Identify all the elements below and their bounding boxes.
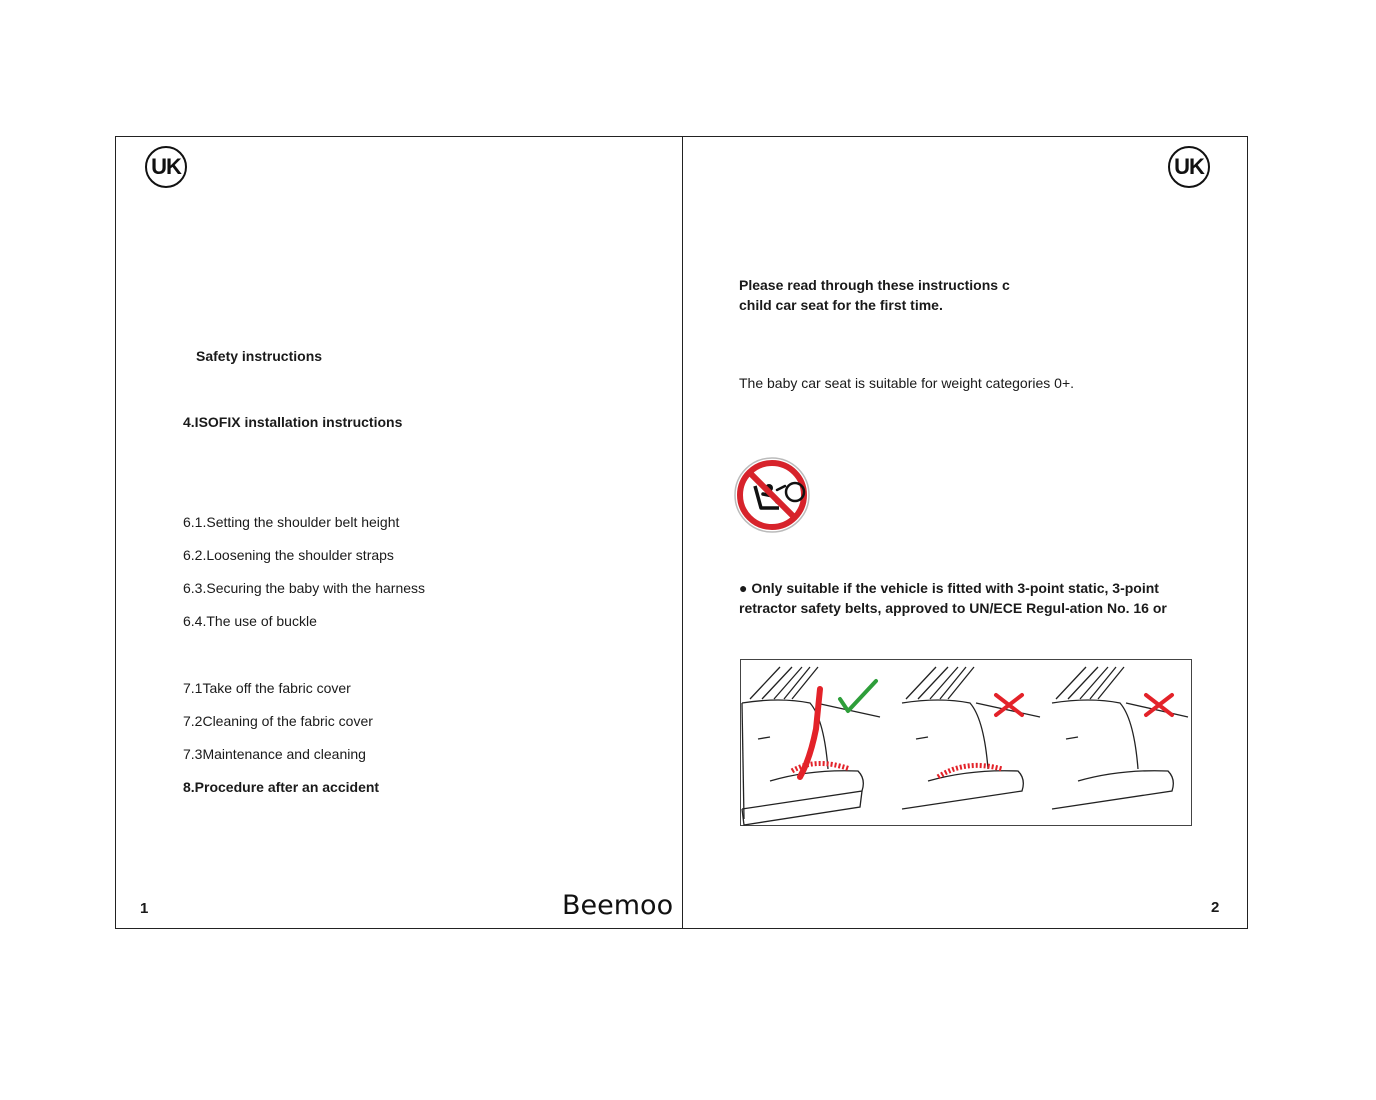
toc-7-1: 7.1Take off the fabric cover xyxy=(183,680,351,696)
seat-wrong-1 xyxy=(902,667,1040,809)
toc-8: 8.Procedure after an accident xyxy=(183,779,380,795)
brand-logo: Beemoo xyxy=(562,890,674,921)
page-number-right: 2 xyxy=(1211,899,1220,916)
belt-notice-line1: ● Only suitable if the vehicle is fitted with 3-point static, 3-point xyxy=(739,580,1159,596)
seat-wrong-2 xyxy=(1052,667,1188,809)
belt-notice xyxy=(739,578,1167,618)
toc-isofix: 4.ISOFIX installation instructions xyxy=(183,414,403,430)
cross-icon xyxy=(996,695,1022,715)
belt-illustration xyxy=(740,659,1192,826)
read-notice-line1: Please read through these instructions c xyxy=(739,277,1010,293)
no-airbag-icon xyxy=(733,456,811,534)
toc-6-4: 6.4.The use of buckle xyxy=(183,613,317,629)
uk-badge-right: UK xyxy=(1168,146,1210,188)
suitability-text: The baby car seat is suitable for weight categories 0+. xyxy=(739,375,1075,391)
toc-6-1: 6.1.Setting the shoulder belt height xyxy=(183,514,400,530)
read-notice-line2: child car seat for the first time. xyxy=(739,297,943,313)
page-divider xyxy=(682,136,683,929)
cross-icon xyxy=(1146,695,1172,715)
check-icon xyxy=(840,681,876,711)
toc-6-2: 6.2.Loosening the shoulder straps xyxy=(183,547,394,563)
toc-6-3: 6.3.Securing the baby with the harness xyxy=(183,580,426,596)
page-number-left: 1 xyxy=(140,900,149,917)
toc-7-3: 7.3Maintenance and cleaning xyxy=(183,746,366,762)
uk-badge-left: UK xyxy=(145,146,187,188)
belt-notice-line2: retractor safety belts, approved to UN/ECE Regul-ation No. 16 or xyxy=(739,600,1167,616)
toc-7-2: 7.2Cleaning of the fabric cover xyxy=(183,713,373,729)
toc-safety-instructions: Safety instructions xyxy=(196,348,323,364)
read-notice xyxy=(739,275,1010,315)
